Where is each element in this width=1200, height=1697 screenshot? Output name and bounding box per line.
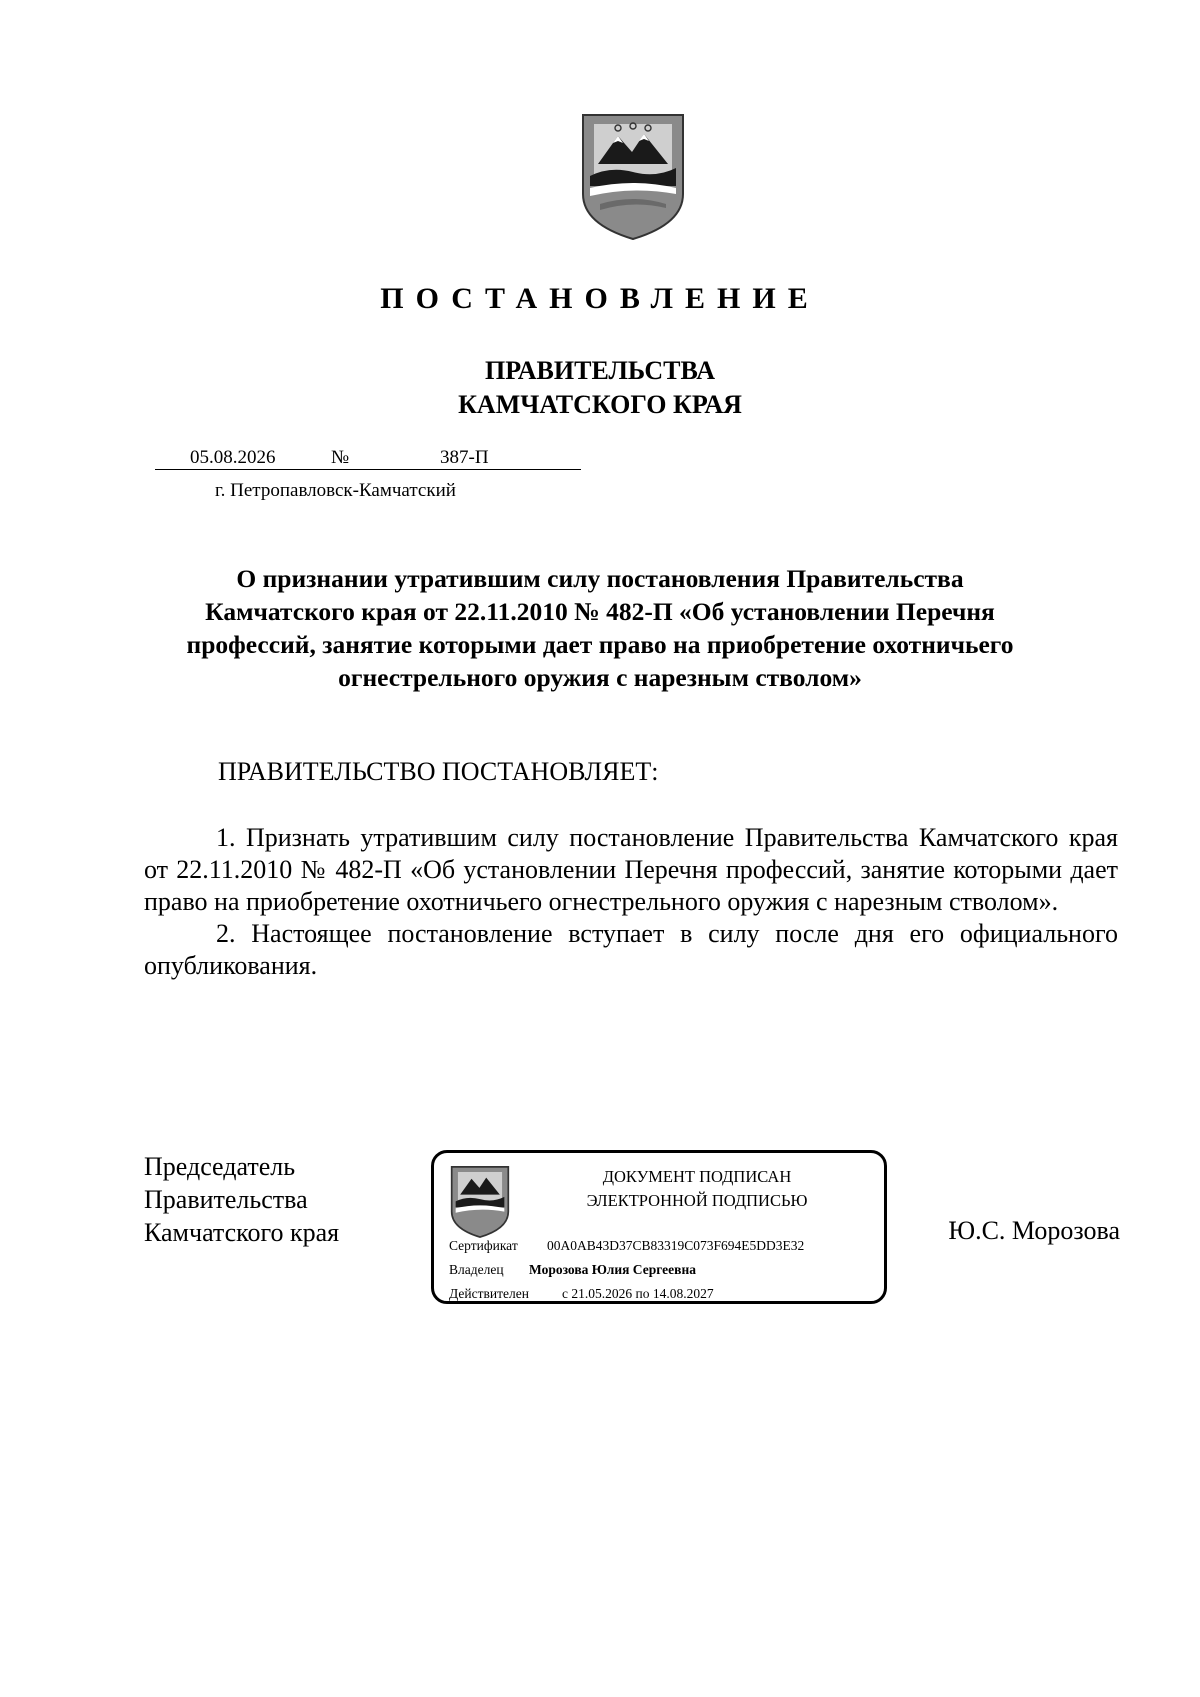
document-body — [144, 822, 1118, 982]
heading-line: О признании утратившим силу постановления Правительства — [236, 564, 964, 593]
stamp-header-line: ДОКУМЕНТ ПОДПИСАН — [602, 1167, 792, 1186]
stamp-certificate-row — [449, 1238, 805, 1254]
document-type-title: ПОСТАНОВЛЕНИЕ — [380, 282, 820, 315]
certificate-value: 00A0AB43D37CB83319C073F694E5DD3E32 — [547, 1238, 805, 1253]
document-number: 387-П — [440, 447, 489, 468]
document-heading — [150, 562, 1050, 694]
heading-line: профессий, занятие которыми дает право на приобретение охотничьего — [186, 630, 1014, 659]
paragraph: 2. Настоящее постановление вступает в силу после дня его официального опубликования. — [144, 919, 1118, 980]
stamp-header — [522, 1165, 872, 1213]
issuer-line: ПРАВИТЕЛЬСТВА — [485, 356, 715, 385]
heading-line: Камчатского края от 22.11.2010 № 482-П «Об установлении Перечня — [205, 597, 995, 626]
valid-value: с 21.05.2026 по 14.08.2027 — [562, 1286, 714, 1301]
date-number-underline — [155, 469, 581, 470]
stamp-header-line: ЭЛЕКТРОННОЙ ПОДПИСЬЮ — [586, 1191, 808, 1210]
position-line: Камчатского края — [144, 1218, 340, 1247]
coat-of-arms-icon — [580, 112, 686, 242]
decree-phrase: ПРАВИТЕЛЬСТВО ПОСТАНОВЛЯЕТ: — [218, 757, 659, 786]
number-sign: № — [331, 447, 350, 468]
heading-line: огнестрельного оружия с нарезным стволом» — [338, 663, 862, 692]
document-date: 05.08.2026 — [190, 447, 276, 468]
position-line: Председатель — [144, 1152, 296, 1181]
valid-label: Действителен — [449, 1286, 529, 1301]
issuer-name — [0, 354, 1200, 422]
stamp-validity-row — [449, 1286, 714, 1302]
coat-of-arms-icon — [450, 1165, 510, 1239]
paragraph: 1. Признать утратившим силу постановление Правительства Камчатского края от 22.11.2010 № 482-П «Об установлении Перечня профессий, занятие которыми дает право на приобретение охотничьего огнестрельного оружия с нарезным стволом». — [144, 823, 1118, 916]
owner-value: Морозова Юлия Сергеевна — [529, 1262, 696, 1277]
document-city: г. Петропавловск-Камчатский — [215, 480, 456, 501]
signer-position — [144, 1150, 339, 1249]
stamp-owner-row — [449, 1262, 696, 1278]
signer-name: Ю.С. Морозова — [948, 1216, 1120, 1245]
owner-label: Владелец — [449, 1262, 504, 1277]
position-line: Правительства — [144, 1185, 308, 1214]
issuer-line: КАМЧАТСКОГО КРАЯ — [458, 390, 742, 419]
certificate-label: Сертификат — [449, 1238, 518, 1253]
electronic-signature-stamp — [431, 1150, 887, 1304]
